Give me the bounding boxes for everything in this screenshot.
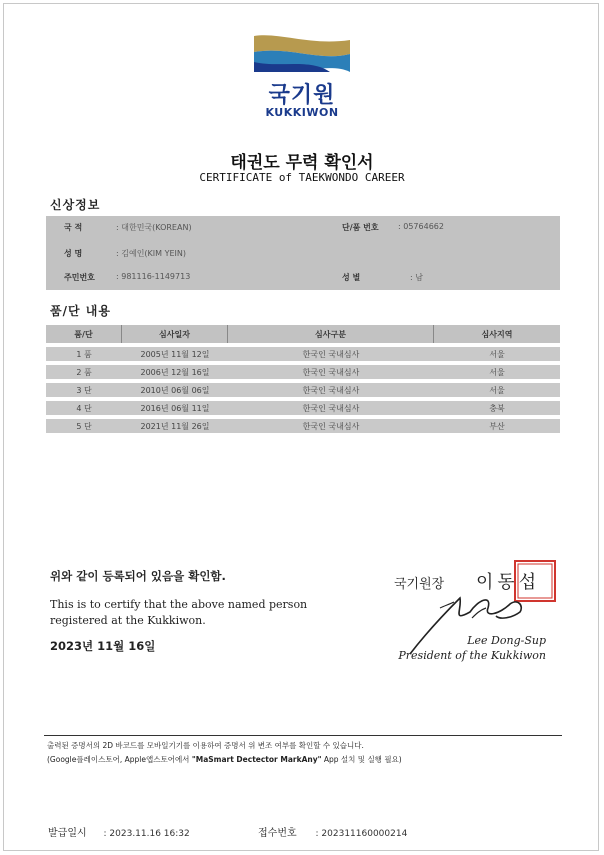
cell-date: 2016년 06월 11일	[122, 401, 228, 415]
name-value: : 김예인(KIM YEIN)	[116, 249, 187, 258]
confirmation-english-line2: registered at the Kukkiwon.	[50, 614, 206, 627]
table-row	[46, 347, 560, 361]
signature-icon	[400, 588, 550, 658]
nationality-value: : 대한민국(KOREAN)	[116, 223, 192, 232]
notice-line2-suffix: App 설치 및 실행 필요)	[321, 755, 402, 764]
notice-line1: 출력된 증명서의 2D 바코드를 모바일기기를 이용하여 증명서 위 변조 여부를 확인할 수 있습니다.	[47, 741, 364, 750]
career-table-header	[46, 325, 560, 343]
dan-number-label: 단/품 번호	[342, 223, 379, 232]
header-exam-region: 심사지역	[434, 325, 560, 343]
cell-rank: 4 단	[46, 401, 122, 415]
cell-type: 한국인 국내심사	[228, 365, 434, 379]
cell-rank: 2 품	[46, 365, 122, 379]
president-title-korean: 국기원장	[394, 577, 445, 592]
cell-region: 서울	[434, 365, 560, 379]
cell-region: 부산	[434, 419, 560, 433]
cell-region: 서울	[434, 383, 560, 397]
career-table	[46, 321, 560, 437]
certificate-title-english: CERTIFICATE of TAEKWONDO CAREER	[199, 171, 405, 184]
cell-type: 한국인 국내심사	[228, 347, 434, 361]
notice-line2-prefix: (Google플레이스토어, Apple앱스토어에서	[47, 755, 192, 764]
table-row	[46, 383, 560, 397]
name-label: 성 명	[64, 249, 83, 258]
receipt-value: : 202311160000214	[315, 829, 408, 839]
verification-notice	[47, 739, 567, 767]
cell-region: 서울	[434, 347, 560, 361]
cell-date: 2021년 11월 26일	[122, 419, 228, 433]
cell-date: 2006년 12월 16일	[122, 365, 228, 379]
cell-date: 2005년 11월 12일	[122, 347, 228, 361]
issue-date: 2023년 11월 16일	[50, 639, 156, 653]
personal-info-heading: 신상정보	[50, 198, 101, 212]
notice-app-name: "MaSmart Dectector MarkAny"	[191, 755, 322, 764]
dan-number-value: : 05764662	[398, 222, 444, 231]
header-exam-date: 심사일자	[122, 325, 228, 343]
cell-rank: 1 품	[46, 347, 122, 361]
cell-region: 충북	[434, 401, 560, 415]
president-title-english: President of the Kukkiwon	[398, 649, 546, 662]
personal-info-box	[46, 216, 560, 290]
cell-rank: 3 단	[46, 383, 122, 397]
cell-type: 한국인 국내심사	[228, 401, 434, 415]
info-row-name	[46, 248, 560, 268]
president-name-korean: 이동섭	[476, 572, 541, 593]
receipt-number	[258, 824, 407, 839]
cell-type: 한국인 국내심사	[228, 383, 434, 397]
sex-value: : 남	[410, 273, 423, 282]
notice-line2	[47, 753, 567, 767]
issued-label: 발급일시	[48, 828, 87, 839]
logo-english-text: KUKKIWON	[265, 106, 339, 119]
confirmation-english-line1: This is to certify that the above named person	[50, 598, 308, 611]
confirmation-korean: 위와 같이 등록되어 있음을 확인함.	[50, 569, 226, 583]
career-heading: 품/단 내용	[50, 304, 111, 318]
kukkiwon-logo	[250, 32, 354, 120]
table-row	[46, 401, 560, 415]
table-row	[46, 419, 560, 433]
receipt-label: 접수번호	[258, 828, 297, 839]
info-row-nationality	[46, 222, 560, 242]
issued-datetime	[48, 824, 190, 839]
president-name-english: Lee Dong-Sup	[467, 634, 546, 647]
cell-rank: 5 단	[46, 419, 122, 433]
cell-type: 한국인 국내심사	[228, 419, 434, 433]
header-exam-type: 심사구분	[228, 325, 434, 343]
confirmation-english	[50, 597, 350, 629]
info-row-id	[46, 272, 560, 292]
logo-korean-text: 국기원	[268, 83, 336, 108]
id-number-label: 주민번호	[64, 273, 95, 282]
notice-divider	[44, 735, 562, 736]
cell-date: 2010년 06월 06일	[122, 383, 228, 397]
kukkiwon-emblem-icon	[250, 32, 354, 76]
sex-label: 성 별	[342, 273, 361, 282]
nationality-label: 국 적	[64, 223, 83, 232]
table-row	[46, 365, 560, 379]
id-number-value: : 981116-1149713	[116, 272, 191, 281]
header-rank: 품/단	[46, 325, 122, 343]
certificate-title-korean: 태권도 무력 확인서	[230, 153, 374, 173]
issued-value: : 2023.11.16 16:32	[103, 829, 190, 839]
